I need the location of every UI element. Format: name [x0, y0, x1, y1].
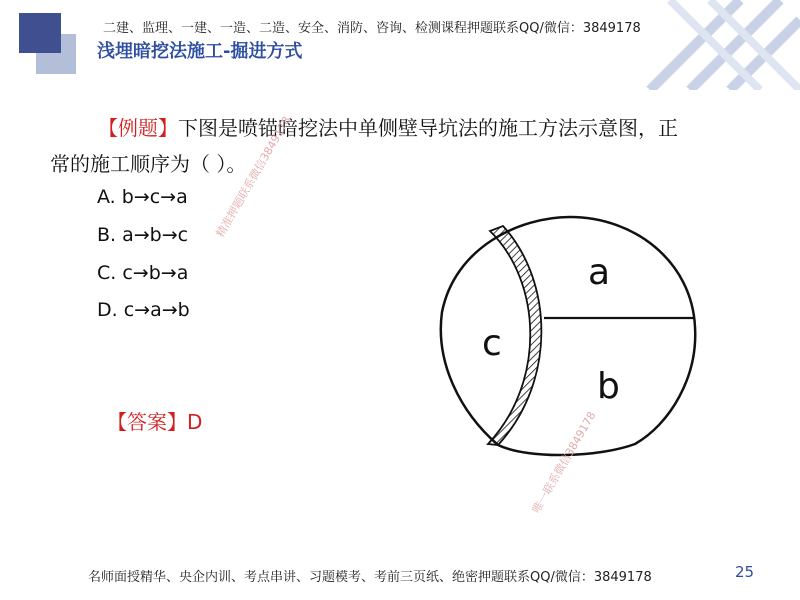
example-tag: 【例题】 — [98, 116, 178, 140]
answer-value: D — [187, 410, 203, 434]
question-block — [50, 110, 750, 182]
slide-title: 浅埋暗挖法施工-掘进方式 — [97, 41, 303, 62]
answer-tag: 【答案】 — [107, 410, 187, 434]
header-notice: 二建、监理、一建、一造、二造、安全、消防、咨询、检测课程押题联系QQ/微信：3849178 — [103, 21, 641, 36]
label-a: a — [588, 252, 611, 293]
label-b: b — [597, 366, 620, 407]
question-text-line1: 下图是喷锚暗挖法中单侧壁导坑法的施工方法示意图，正 — [178, 116, 678, 140]
tunnel-outline — [441, 217, 695, 455]
footer-notice: 名师面授精华、央企内训、考点串讲、习题模考、考前三页纸、绝密押题联系QQ/微信：3849178 — [88, 570, 652, 585]
watermark-2: 唯一联系微信3849178 — [529, 409, 599, 516]
tunnel-diagram — [430, 212, 700, 462]
label-c: c — [482, 323, 502, 364]
corner-decoration — [630, 0, 800, 90]
answer-block — [107, 406, 202, 435]
question-text-line2: 常的施工顺序为（ ）。 — [50, 152, 247, 176]
option-d: D. c→a→b — [97, 299, 190, 321]
watermark-1: 精准押题联系微信3849178 — [213, 114, 294, 240]
option-b: B. a→b→c — [97, 224, 189, 246]
decor-square-dark — [19, 13, 61, 53]
option-a: A. b→c→a — [97, 186, 188, 208]
option-c: C. c→b→a — [97, 262, 189, 284]
page-number: 25 — [735, 563, 755, 581]
